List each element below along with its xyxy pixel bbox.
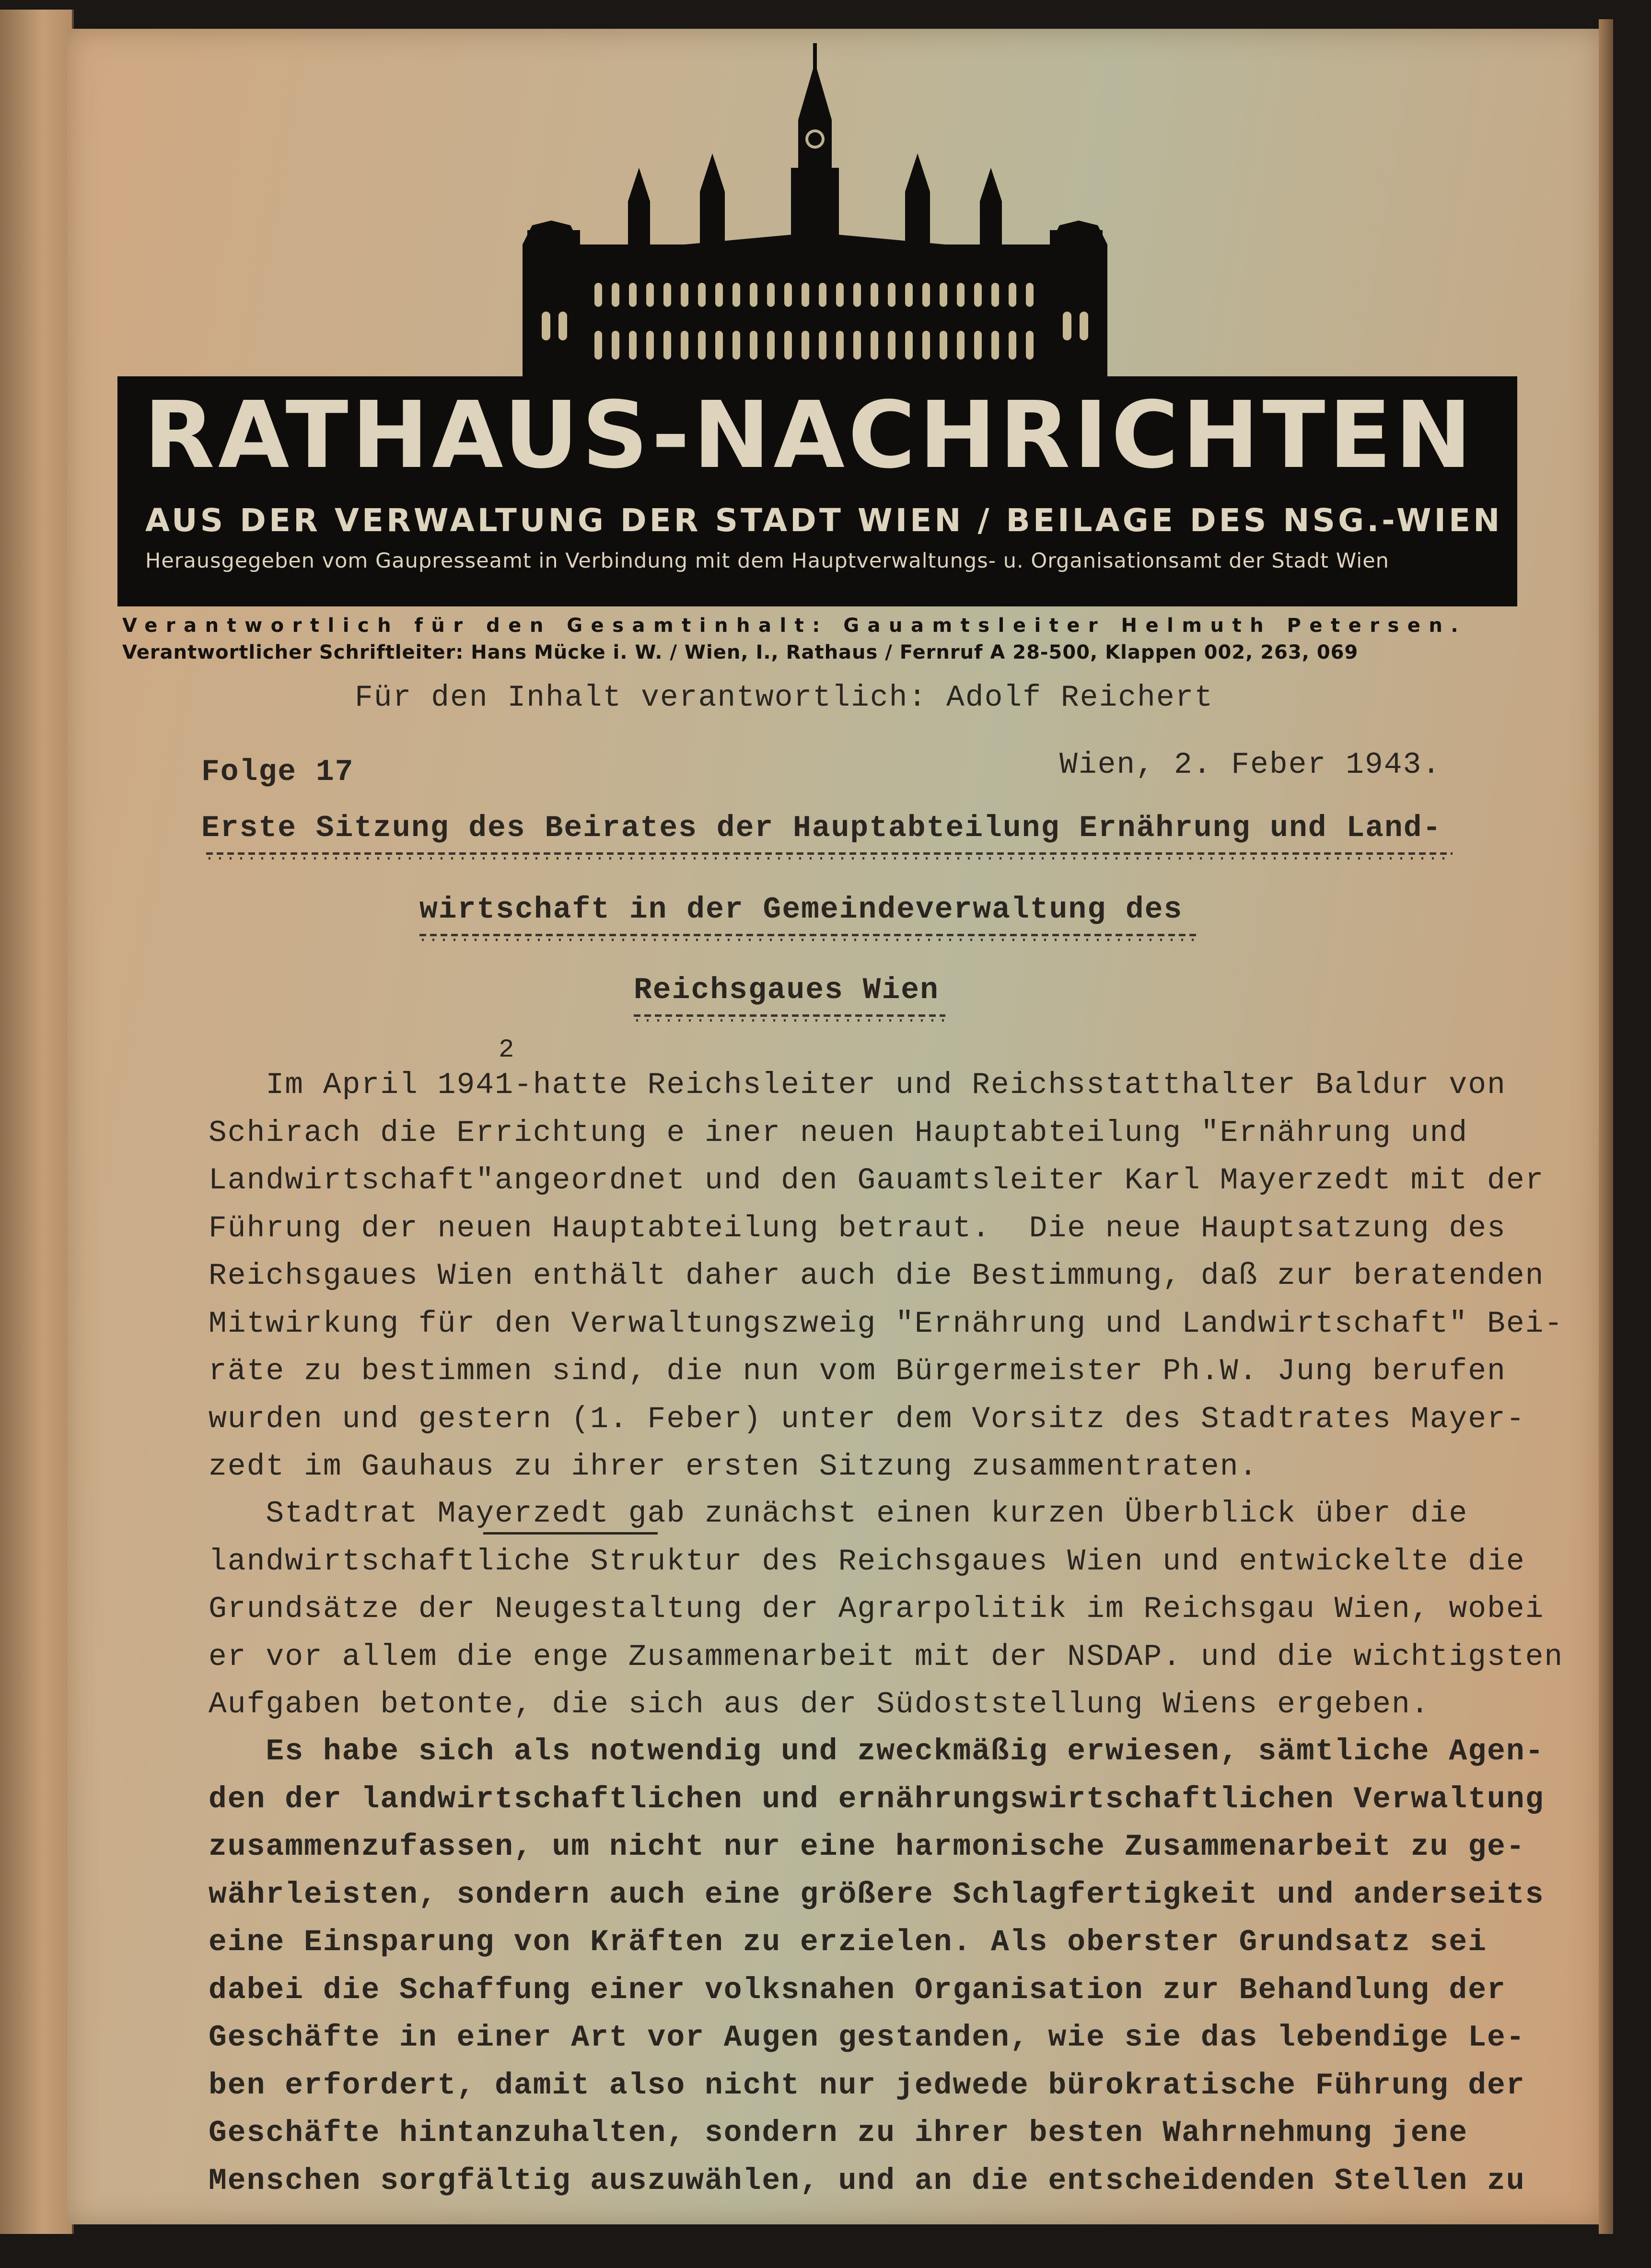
masthead-banner bbox=[117, 376, 1517, 606]
body-line: Im April 1941-hatte Reichsleiter und Reichsstatthalter Baldur von bbox=[209, 1068, 1506, 1102]
body-line: ben erfordert, damit also nicht nur jedwede bürokratische Führung der bbox=[209, 2068, 1525, 2103]
margin-mark: 2 bbox=[499, 1035, 515, 1065]
body-line: Stadtrat Mayerzedt gab zunächst einen kurzen Überblick über die bbox=[209, 1497, 1468, 1531]
heading-line-1: Erste Sitzung des Beirates der Hauptabteilung Ernährung und Land- bbox=[201, 811, 1442, 845]
heading-underline-1 bbox=[206, 852, 1453, 861]
body-line: eine Einsparung von Kräften zu erzielen. Als oberster Grundsatz sei bbox=[209, 1925, 1488, 1959]
binding-edge bbox=[1599, 19, 1613, 2234]
body-line: Mitwirkung für den Verwaltungszweig "Ernährung und Landwirtschaft" Bei- bbox=[209, 1306, 1564, 1341]
body-line: Reichsgaues Wien enthält daher auch die Bestimmung, daß zur beratenden bbox=[209, 1259, 1545, 1293]
place-date: Wien, 2. Feber 1943. bbox=[1059, 748, 1442, 782]
body-line: Schirach die Errichtung e iner neuen Hauptabteilung "Ernährung und bbox=[209, 1116, 1468, 1150]
body-line: Es habe sich als notwendig und zweckmäßig erwiesen, sämtliche Agen- bbox=[209, 1734, 1545, 1768]
body-line: räte zu bestimmen sind, die nun vom Bürgermeister Ph.W. Jung berufen bbox=[209, 1354, 1506, 1388]
masthead-subtitle: AUS DER VERWALTUNG DER STADT WIEN / BEILAGE DES NSG.-WIEN bbox=[145, 502, 1503, 539]
body-line: er vor allem die enge Zusammenarbeit mit der NSDAP. und die wichtigsten bbox=[209, 1640, 1564, 1674]
facing-page-edge bbox=[0, 10, 74, 2234]
body-line: wurden und gestern (1. Feber) unter dem Vorsitz des Stadtrates Mayer- bbox=[209, 1402, 1525, 1436]
content-responsible: Für den Inhalt verantwortlich: Adolf Reichert bbox=[355, 681, 1214, 715]
heading-line-2: wirtschaft in der Gemeindeverwaltung des bbox=[419, 893, 1183, 927]
body-line: landwirtschaftliche Struktur des Reichsgaues Wien und entwickelte die bbox=[209, 1544, 1525, 1579]
masthead-title: RATHAUS-NACHRICHTEN bbox=[144, 382, 1476, 489]
body-line: Landwirtschaft"angeordnet und den Gauamtsleiter Karl Mayerzedt mit der bbox=[209, 1163, 1545, 1198]
heading-line-3: Reichsgaues Wien bbox=[634, 973, 939, 1007]
body-line: Aufgaben betonte, die sich aus der Südoststellung Wiens ergeben. bbox=[209, 1687, 1430, 1721]
body-line: zedt im Gauhaus zu ihrer ersten Sitzung zusammentraten. bbox=[209, 1450, 1258, 1484]
body-line: währleisten, sondern auch eine größere Schlagfertigkeit und anderseits bbox=[209, 1877, 1545, 1912]
body-line: Geschäfte hintanzuhalten, sondern zu ihrer besten Wahrnehmung jene bbox=[209, 2116, 1468, 2150]
body-line: zusammenzufassen, um nicht nur eine harmonische Zusammenarbeit zu ge- bbox=[209, 1830, 1525, 1864]
body-line: Grundsätze der Neugestaltung der Agrarpolitik im Reichsgau Wien, wobei bbox=[209, 1592, 1545, 1626]
issue-number: Folge 17 bbox=[201, 755, 354, 789]
heading-underline-3 bbox=[634, 1014, 945, 1023]
body-line: Geschäfte in einer Art vor Augen gestanden, wie sie das lebendige Le- bbox=[209, 2021, 1525, 2055]
name-underline bbox=[483, 1532, 658, 1535]
masthead-publisher-line: Herausgegeben vom Gaupresseamt in Verbindung mit dem Hauptverwaltungs- u. Organisationsamt der Stadt Wien bbox=[145, 549, 1389, 573]
city-hall-silhouette-icon bbox=[513, 43, 1117, 388]
body-line: den der landwirtschaftlichen und ernährungswirtschaftlichen Verwaltung bbox=[209, 1782, 1545, 1816]
body-line: Menschen sorgfältig auszuwählen, und an die entscheidenden Stellen zu bbox=[209, 2163, 1525, 2198]
body-line: dabei die Schaffung einer volksnahen Organisation zur Behandlung der bbox=[209, 1973, 1506, 2007]
responsible-line: Verantwortlich für den Gesamtinhalt: Gauamtsleiter Helmuth Petersen. bbox=[122, 615, 1467, 637]
heading-underline-2 bbox=[419, 934, 1196, 942]
editor-line: Verantwortlicher Schriftleiter: Hans Mücke i. W. / Wien, I., Rathaus / Fernruf A 28-500, Klappen 002, 263, 069 bbox=[122, 641, 1359, 663]
body-line: Führung der neuen Hauptabteilung betraut. Die neue Hauptsatzung des bbox=[209, 1211, 1506, 1245]
